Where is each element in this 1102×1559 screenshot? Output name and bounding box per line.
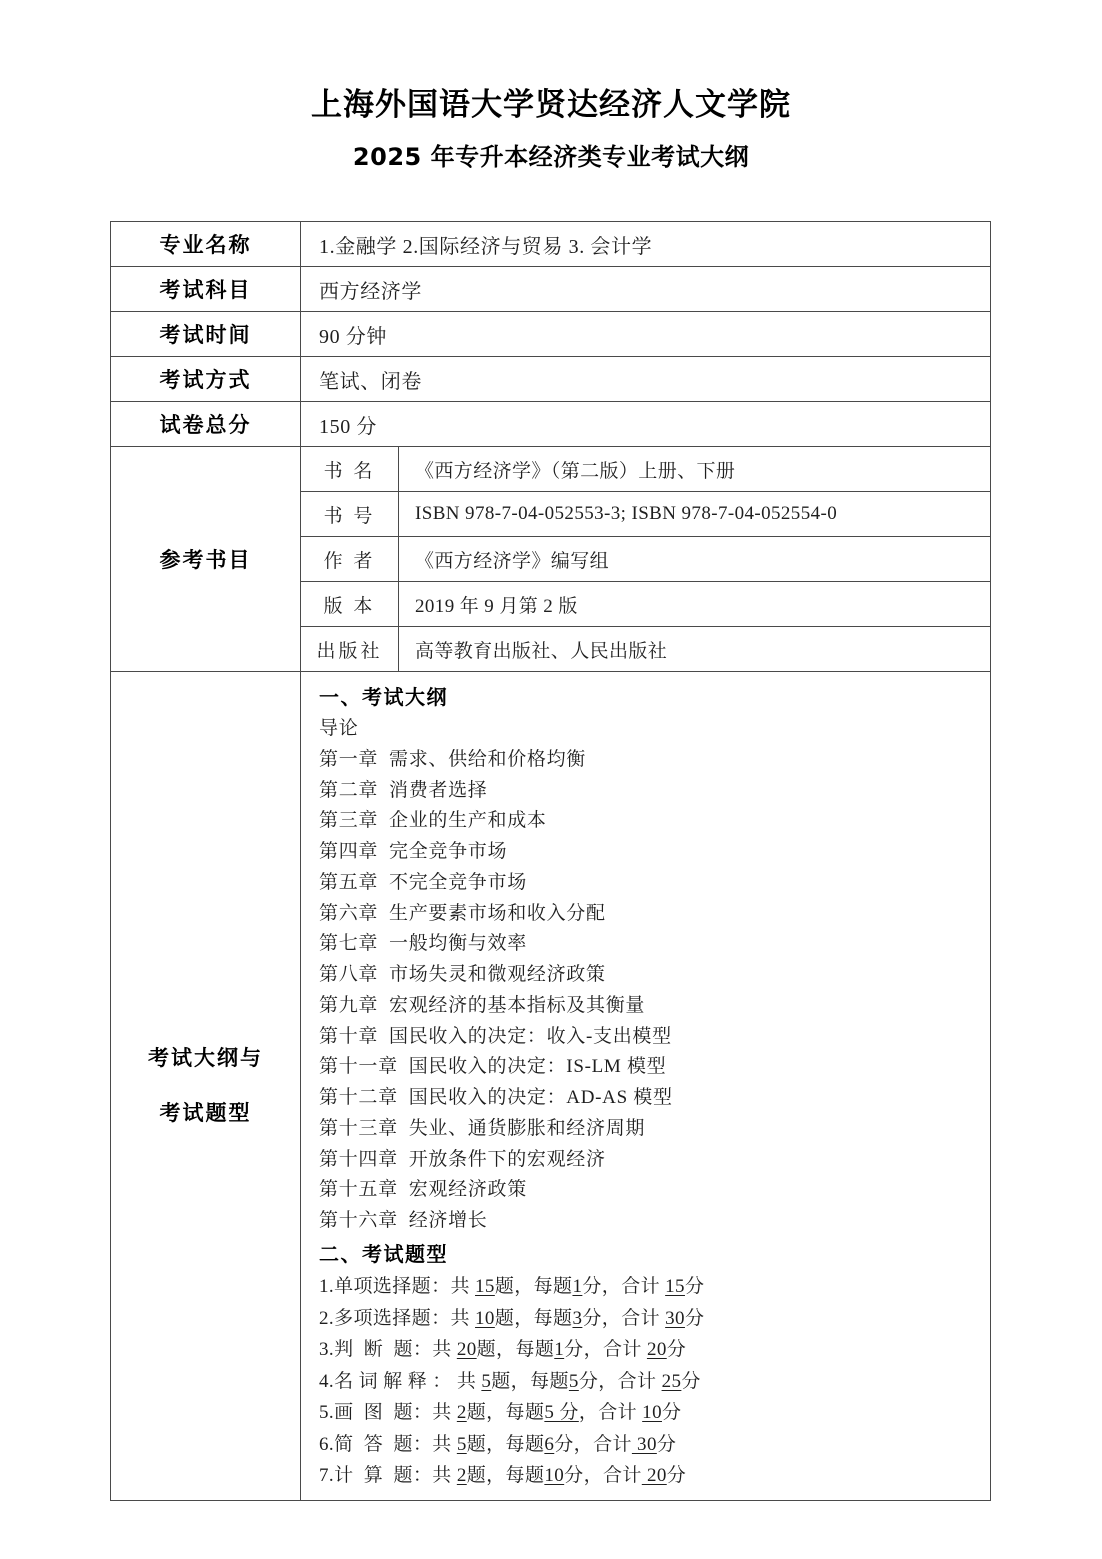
question-type-list (319, 1271, 990, 1492)
table-row (111, 672, 991, 1501)
question-total-prefix: 合计 (598, 1402, 643, 1424)
question-count-prefix: 共 (450, 1276, 476, 1298)
question-type-item (319, 1334, 990, 1366)
question-type-index: 2. (319, 1307, 335, 1329)
table-row (111, 312, 991, 357)
question-per-suffix: 分， (554, 1433, 594, 1455)
row-label-major: 专业名称 (111, 222, 301, 267)
question-total-prefix: 合计 (602, 1465, 642, 1487)
ref-sublabel-author: 作 者 (301, 537, 399, 582)
row-label-total-score: 试卷总分 (111, 402, 301, 447)
question-type-item (319, 1460, 990, 1492)
ref-value-edition: 2019 年 9 月第 2 版 (399, 582, 991, 627)
question-per-suffix: 分， (564, 1465, 603, 1487)
question-total-prefix: 合计 (621, 1307, 666, 1329)
table-row (111, 447, 991, 492)
question-total-suffix: 分 (684, 1307, 705, 1329)
chapter-item: 第十六章 经济增长 (319, 1210, 488, 1232)
question-count-prefix: 共 (432, 1339, 457, 1361)
outline-inner (301, 682, 990, 1492)
row-label-duration: 考试时间 (111, 312, 301, 357)
chapter-item: 第三章 企业的生产和成本 (319, 810, 547, 832)
table-row (111, 222, 991, 267)
table-row (111, 357, 991, 402)
question-count-value: 2 (456, 1402, 467, 1424)
question-per-prefix: 每题 (505, 1402, 545, 1424)
question-count-suffix: 题， (494, 1276, 534, 1298)
exam-outline-table (110, 221, 991, 1501)
question-count-value: 20 (456, 1339, 477, 1361)
question-type-item (319, 1429, 990, 1461)
question-total-suffix: 分 (666, 1465, 687, 1487)
question-count-suffix: 题， (494, 1307, 534, 1329)
chapter-list (319, 714, 990, 1237)
question-count-prefix: 共 (432, 1433, 457, 1455)
ref-value-author: 《西方经济学》编写组 (399, 537, 991, 582)
ref-value-isbn: ISBN 978-7-04-052553-3; ISBN 978-7-04-052554-0 (399, 492, 991, 537)
question-type-item (319, 1303, 990, 1335)
row-label-references: 参考书目 (111, 447, 301, 672)
table-row (111, 267, 991, 312)
row-label-subject: 考试科目 (111, 267, 301, 312)
question-total-value: 30 (665, 1307, 685, 1329)
question-type-name: 画 图 题： (334, 1402, 433, 1424)
question-total-suffix: 分 (684, 1276, 705, 1298)
table-body (111, 222, 991, 1501)
question-per-suffix: 分， (582, 1307, 622, 1329)
question-type-index: 4. (319, 1370, 335, 1392)
question-total-prefix: 合计 (617, 1370, 662, 1392)
row-value-duration: 90 分钟 (301, 312, 991, 357)
question-type-name: 判 断 题： (334, 1339, 433, 1361)
question-count-value: 10 (475, 1307, 495, 1329)
question-count-suffix: 题， (466, 1465, 506, 1487)
question-total-suffix: 分 (661, 1402, 682, 1424)
question-total-value: 20 (641, 1465, 667, 1487)
question-count-suffix: 题， (466, 1433, 506, 1455)
question-total-prefix: 合计 (593, 1433, 632, 1455)
section-heading-outline: 一、考试大纲 (319, 685, 448, 709)
question-type-index: 7. (319, 1465, 335, 1487)
question-type-index: 6. (319, 1433, 335, 1455)
question-count-prefix: 共 (432, 1402, 457, 1424)
question-per-value: 5 分 (544, 1402, 579, 1424)
question-total-value: 20 (646, 1339, 667, 1361)
outline-content-cell (301, 672, 991, 1501)
question-per-value: 5 (568, 1370, 579, 1392)
question-total-value: 15 (665, 1276, 685, 1298)
question-type-name: 单项选择题： (334, 1276, 451, 1298)
question-per-suffix: ， (578, 1402, 599, 1424)
outline-label-line2: 考试题型 (159, 1099, 252, 1125)
question-count-prefix: 共 (450, 1307, 476, 1329)
question-count-suffix: 题， (491, 1370, 531, 1392)
section-heading-question-types: 二、考试题型 (319, 1242, 448, 1267)
question-per-value: 1 (554, 1339, 565, 1361)
row-value-format: 笔试、闭卷 (301, 357, 991, 402)
question-count-prefix: 共 (432, 1465, 457, 1487)
ref-sublabel-isbn: 书 号 (301, 492, 399, 537)
question-count-suffix: 题， (466, 1402, 506, 1424)
question-count-value: 5 (481, 1370, 492, 1392)
question-count-value: 2 (456, 1465, 467, 1487)
chapter-item: 第十二章 国民收入的决定：AD-AS 模型 (319, 1087, 673, 1109)
question-type-name: 简 答 题： (334, 1433, 433, 1455)
chapter-item: 第十章 国民收入的决定：收入-支出模型 (319, 1025, 672, 1047)
ref-sublabel-publisher: 出版社 (301, 627, 399, 672)
chapter-item: 第十四章 开放条件下的宏观经济 (319, 1148, 606, 1170)
question-count-value: 15 (475, 1276, 495, 1298)
chapter-item: 第二章 消费者选择 (319, 779, 488, 801)
question-total-value: 25 (661, 1370, 682, 1392)
question-type-index: 5. (319, 1402, 335, 1424)
row-value-subject: 西方经济学 (301, 267, 991, 312)
chapter-item: 第六章 生产要素市场和收入分配 (319, 902, 606, 924)
question-count-suffix: 题， (476, 1339, 516, 1361)
question-per-suffix: 分， (582, 1276, 622, 1298)
row-value-major: 1.金融学 2.国际经济与贸易 3. 会计学 (301, 222, 991, 267)
question-type-item (319, 1271, 990, 1303)
chapter-item: 第一章 需求、供给和价格均衡 (319, 748, 587, 770)
question-type-item (319, 1366, 990, 1398)
question-type-item (319, 1397, 990, 1429)
chapter-item: 第四章 完全竞争市场 (319, 841, 508, 863)
question-per-prefix: 每题 (505, 1433, 545, 1455)
question-per-value: 10 (544, 1465, 565, 1487)
chapter-item: 第五章 不完全竞争市场 (319, 871, 527, 893)
question-type-name: 多项选择题： (334, 1307, 451, 1329)
row-label-outline (111, 672, 301, 1501)
chapter-item: 第十一章 国民收入的决定：IS-LM 模型 (319, 1056, 667, 1078)
page-title: 上海外国语大学贤达经济人文学院 (311, 87, 791, 123)
question-per-prefix: 每题 (515, 1339, 555, 1361)
question-per-suffix: 分， (564, 1339, 603, 1361)
row-value-total-score: 150 分 (301, 402, 991, 447)
question-per-prefix: 每题 (505, 1465, 545, 1487)
chapter-item: 第八章 市场失灵和微观经济政策 (319, 964, 606, 986)
ref-value-publisher: 高等教育出版社、人民出版社 (399, 627, 991, 672)
question-count-value: 5 (456, 1433, 467, 1455)
question-type-index: 3. (319, 1339, 335, 1361)
question-total-suffix: 分 (666, 1339, 687, 1361)
question-per-value: 1 (572, 1276, 583, 1298)
table-row (111, 402, 991, 447)
ref-value-booktitle: 《西方经济学》（第二版）上册、下册 (399, 447, 991, 492)
ref-sublabel-edition: 版 本 (301, 582, 399, 627)
row-label-format: 考试方式 (111, 357, 301, 402)
page-subtitle: 2025 年专升本经济类专业考试大纲 (352, 142, 750, 171)
chapter-item: 第九章 宏观经济的基本指标及其衡量 (319, 994, 646, 1016)
outline-label-line1: 考试大纲与 (148, 1045, 263, 1071)
question-type-index: 1. (319, 1276, 335, 1298)
question-type-name: 计 算 题： (334, 1465, 433, 1487)
question-total-value: 30 (631, 1433, 657, 1455)
question-per-prefix: 每题 (533, 1307, 573, 1329)
question-total-value: 10 (642, 1402, 662, 1424)
question-per-value: 6 (544, 1433, 555, 1455)
question-per-prefix: 每题 (530, 1370, 569, 1392)
title-block (0, 0, 1102, 172)
question-total-prefix: 合计 (602, 1339, 647, 1361)
ref-sublabel-booktitle: 书 名 (301, 447, 399, 492)
chapter-item: 第七章 一般均衡与效率 (319, 933, 527, 955)
question-total-suffix: 分 (656, 1433, 677, 1455)
chapter-item: 第十三章 失业、通货膨胀和经济周期 (319, 1117, 646, 1139)
question-total-prefix: 合计 (621, 1276, 666, 1298)
question-total-suffix: 分 (681, 1370, 701, 1392)
question-per-value: 3 (572, 1307, 583, 1329)
chapter-item: 第十五章 宏观经济政策 (319, 1179, 527, 1201)
question-per-suffix: 分， (578, 1370, 618, 1392)
question-type-name: 名 词 解 释 ： (334, 1370, 452, 1392)
question-count-prefix: 共 (451, 1370, 482, 1392)
question-per-prefix: 每题 (533, 1276, 573, 1298)
chapter-item: 导论 (319, 718, 359, 739)
